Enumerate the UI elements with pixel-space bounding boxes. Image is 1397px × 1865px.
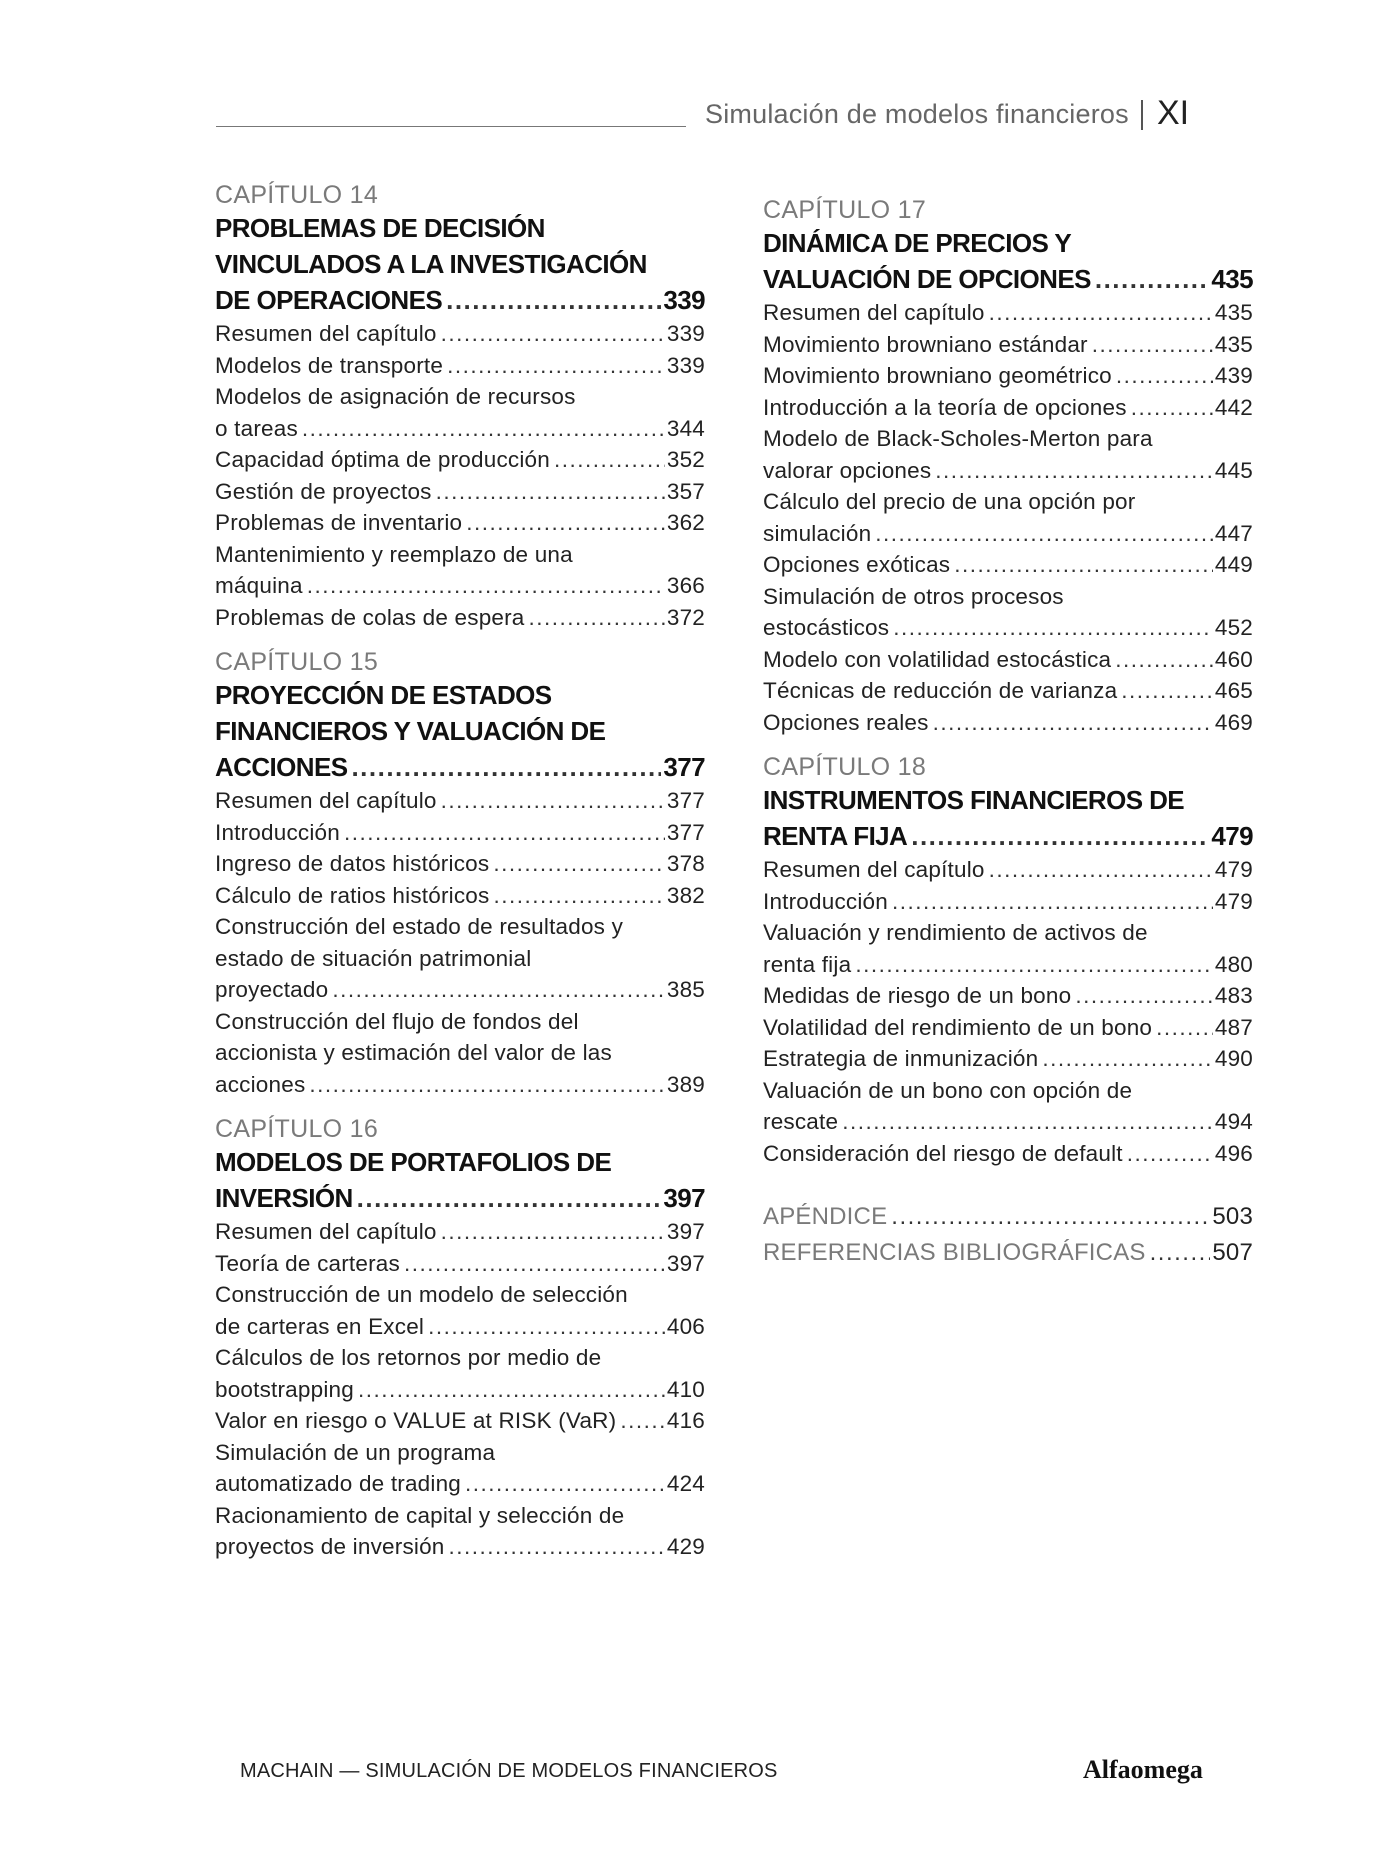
toc-entry-final-page: 339 [666, 352, 705, 378]
toc-entry-line: Construcción de un modelo de selección [215, 1282, 628, 1307]
appendix-group [763, 1199, 1253, 1271]
chapter-label: CAPÍTULO 17 [763, 196, 927, 224]
dot-leader [307, 570, 665, 602]
toc-entry-final-text: acciones [215, 1071, 306, 1097]
toc-entry [763, 707, 1253, 739]
toc-entry-final-text: renta fija [763, 951, 852, 977]
toc-entry-line: Cálculo del precio de una opción por [763, 489, 1136, 514]
toc-entry-final-text: máquina [215, 573, 303, 598]
toc-entry-final-page: 382 [666, 882, 705, 908]
dot-leader [911, 818, 1209, 854]
toc-entry-final [215, 476, 705, 508]
chapter-label: CAPÍTULO 16 [215, 1115, 379, 1143]
dot-leader [1156, 1012, 1213, 1044]
toc-entry-final [215, 1531, 705, 1563]
chapter-title-line: FINANCIEROS Y VALUACIÓN DE [215, 716, 606, 746]
dot-leader [449, 1531, 665, 1563]
toc-entry-line: Simulación de un programa [215, 1439, 496, 1465]
toc-entry-final [763, 360, 1253, 392]
dot-leader [428, 1311, 665, 1343]
toc-entry [215, 602, 705, 634]
toc-entry-final-page: 439 [1214, 363, 1253, 388]
toc-entry [215, 1006, 705, 1101]
toc-entry-final [215, 507, 705, 539]
toc-entry [215, 911, 705, 1006]
toc-entry-final-page: 397 [666, 1219, 705, 1244]
toc-entry-final [763, 612, 1253, 644]
header-separator [1141, 100, 1143, 130]
toc-entry-line: accionista y estimación del valor de las [215, 1040, 612, 1065]
chapter-block [763, 752, 1253, 1169]
toc-entry [215, 848, 705, 880]
toc-entry-final [763, 297, 1253, 329]
toc-entry-final-text: proyectos de inversión [215, 1534, 445, 1559]
toc-entry-final [763, 707, 1253, 739]
toc-entry-final-page: 385 [666, 977, 705, 1002]
dot-leader [441, 318, 665, 350]
toc-entry-line: Racionamiento de capital y selección de [215, 1502, 625, 1528]
dot-leader [302, 413, 665, 445]
dot-leader [893, 612, 1213, 644]
toc-entry [215, 318, 705, 350]
toc-right-column [763, 195, 1253, 1271]
dot-leader [466, 507, 665, 539]
toc-entry-final [763, 854, 1253, 886]
appendix-entry-text: REFERENCIAS BIBLIOGRÁFICAS [763, 1239, 1146, 1266]
toc-entry-final [215, 602, 705, 634]
toc-entry-final-page: 362 [666, 510, 705, 535]
chapter-title-entry-page: 479 [1211, 821, 1253, 851]
toc-entry-final-page: 487 [1214, 1014, 1253, 1040]
toc-entry-final-text: bootstrapping [215, 1376, 354, 1402]
toc-entry-final-page: 357 [666, 478, 705, 504]
toc-entry [763, 1075, 1253, 1138]
toc-entry [215, 785, 705, 817]
toc-entry-final-text: Cálculo de ratios históricos [215, 882, 490, 908]
toc-entry-final-text: Teoría de carteras [215, 1250, 400, 1276]
toc-entry-final-text: Medidas de riesgo de un bono [763, 983, 1072, 1008]
toc-entry-line: Cálculos de los retornos por medio de [215, 1345, 602, 1370]
toc-entry-final-text: Estrategia de inmunización [763, 1046, 1039, 1071]
toc-entry-final [215, 880, 705, 912]
chapter-title-entry-text: INVERSIÓN [215, 1183, 353, 1213]
dot-leader [309, 1069, 664, 1101]
toc-entry-final-page: 490 [1214, 1046, 1253, 1071]
footer-book-title: MACHAIN — SIMULACIÓN DE MODELOS FINANCIEROS [240, 1760, 778, 1782]
appendix-entry-page: 503 [1212, 1203, 1253, 1230]
toc-entry [763, 854, 1253, 886]
toc-entry-final-text: Problemas de inventario [215, 510, 463, 535]
dot-leader [404, 1248, 665, 1280]
toc-entry-final-text: Introducción [215, 819, 340, 845]
toc-entry-final [763, 644, 1253, 676]
dot-leader [989, 297, 1213, 329]
toc-entry-final [763, 1043, 1253, 1075]
dot-leader [529, 602, 665, 634]
toc-entry-final-text: estocásticos [763, 615, 890, 640]
toc-entry-final-text: proyectado [215, 977, 329, 1002]
dot-leader [358, 1374, 665, 1406]
toc-entry-final-text: Introducción a la teoría de opciones [763, 394, 1127, 420]
toc-entry [215, 476, 705, 508]
toc-entry-final-page: 416 [666, 1408, 705, 1433]
toc-entry-final-page: 389 [666, 1071, 705, 1097]
toc-entry-final [215, 350, 705, 382]
toc-entry-final [763, 455, 1253, 487]
toc-entry-final-page: 479 [1214, 857, 1253, 882]
chapter-block [215, 647, 705, 1100]
toc-entry-final-page: 339 [666, 321, 705, 346]
toc-entry-final [215, 1069, 705, 1101]
toc-entry [215, 1342, 705, 1405]
toc-entry-final [763, 886, 1253, 918]
dot-leader [842, 1106, 1213, 1138]
toc-entry [763, 675, 1253, 707]
toc-entry-line: Mantenimiento y reemplazo de una [215, 541, 573, 567]
dot-leader [1095, 261, 1210, 297]
toc-entry [763, 549, 1253, 581]
chapter-title-entry-text: RENTA FIJA [763, 821, 908, 851]
toc-entry [215, 1405, 705, 1437]
chapter-title-line: DINÁMICA DE PRECIOS Y [763, 228, 1072, 258]
toc-entry [763, 392, 1253, 424]
toc-entry-final-page: 465 [1214, 678, 1253, 703]
chapter-label: CAPÍTULO 14 [215, 181, 379, 209]
toc-entry-final [215, 444, 705, 476]
chapter-block [215, 1114, 705, 1563]
toc-entry-final-text: Resumen del capítulo [215, 321, 437, 346]
dot-leader [892, 886, 1213, 918]
chapter-title-entry-text: DE OPERACIONES [215, 285, 443, 315]
toc-entry-final [215, 785, 705, 817]
toc-entry-final-text: Movimiento browniano geométrico [763, 363, 1112, 388]
toc-entry [763, 1138, 1253, 1170]
toc-entry [215, 1437, 705, 1500]
toc-entry [763, 917, 1253, 980]
toc-entry-line: Valuación y rendimiento de activos de [763, 920, 1148, 945]
toc-entry-final [215, 1405, 705, 1437]
toc-entry-final [215, 974, 705, 1006]
toc-entry-final-page: 366 [666, 573, 705, 598]
toc-entry-final-text: Valor en riesgo o VALUE at RISK (VaR) [215, 1408, 617, 1433]
toc-entry-final-text: Técnicas de reducción de varianza [763, 678, 1118, 703]
chapter-title-entry-page: 377 [663, 752, 705, 782]
toc-entry [215, 1279, 705, 1342]
toc-entry [215, 817, 705, 849]
toc-entry-final-text: Opciones reales [763, 709, 929, 735]
dot-leader [1092, 329, 1213, 361]
chapter-title-entry [215, 749, 705, 785]
dot-leader [446, 282, 661, 318]
toc-entry-final [763, 549, 1253, 581]
header-rule [216, 126, 686, 127]
toc-entry-final-page: 397 [666, 1250, 705, 1276]
toc-entry [763, 581, 1253, 644]
dot-leader [620, 1405, 665, 1437]
toc-entry-final [763, 1106, 1253, 1138]
toc-entry-final [763, 329, 1253, 361]
toc-entry-final-page: 352 [666, 447, 705, 472]
toc-entry-final-text: de carteras en Excel [215, 1313, 425, 1339]
toc-entry-final [215, 1468, 705, 1500]
toc-entry-final [215, 1374, 705, 1406]
dot-leader [441, 785, 665, 817]
toc-entry [763, 329, 1253, 361]
toc-entry-final-text: Resumen del capítulo [215, 788, 437, 813]
toc-entry-final-text: Opciones exóticas [763, 552, 951, 577]
toc-entry-final-page: 452 [1214, 615, 1253, 640]
dot-leader [447, 350, 665, 382]
toc-entry-final-text: automatizado de trading [215, 1471, 462, 1496]
toc-entry [763, 1043, 1253, 1075]
chapter-title-line: PROYECCIÓN DE ESTADOS [215, 680, 552, 710]
toc-entry [763, 644, 1253, 676]
toc-entry-final-text: Resumen del capítulo [763, 300, 985, 325]
chapter-title-line: MODELOS DE PORTAFOLIOS DE [215, 1147, 612, 1177]
toc-entry-final-text: o tareas [215, 415, 298, 441]
running-header-title: Simulación de modelos financieros [705, 99, 1129, 129]
dot-leader [493, 880, 664, 912]
dot-leader [954, 549, 1213, 581]
toc-entry [763, 1012, 1253, 1044]
toc-entry [763, 886, 1253, 918]
toc-entry-final-page: 445 [1214, 457, 1253, 483]
dot-leader [436, 476, 665, 508]
toc-entry-final [763, 1012, 1253, 1044]
toc-entry-final-text: valorar opciones [763, 457, 932, 483]
toc-entry-final-page: 469 [1214, 709, 1253, 735]
chapter-title-entry-text: ACCIONES [215, 752, 348, 782]
toc-entry-final-text: Resumen del capítulo [215, 1219, 437, 1244]
toc-entry-line: estado de situación patrimonial [215, 945, 532, 971]
toc-entry-final-page: 460 [1214, 646, 1253, 672]
toc-entry-final-text: simulación [763, 520, 872, 546]
appendix-entry [763, 1199, 1253, 1235]
dot-leader [891, 1199, 1210, 1235]
toc-entry-final [215, 848, 705, 880]
chapter-title-line: VINCULADOS A LA INVESTIGACIÓN [215, 249, 647, 279]
chapter-title-entry-page: 397 [663, 1183, 705, 1213]
chapter-label: CAPÍTULO 18 [763, 753, 927, 781]
toc-entry-final-text: Capacidad óptima de producción [215, 447, 550, 472]
toc-entry-line: Valuación de un bono con opción de [763, 1077, 1133, 1103]
dot-leader [1115, 644, 1213, 676]
toc-entry-final-text: Volatilidad del rendimiento de un bono [763, 1014, 1153, 1040]
toc-entry-final-page: 377 [666, 788, 705, 813]
dot-leader [344, 817, 665, 849]
dot-leader [1042, 1043, 1213, 1075]
dot-leader [1131, 392, 1213, 424]
chapter-title-entry [763, 261, 1253, 297]
dot-leader [351, 749, 661, 785]
toc-entry-final-text: Resumen del capítulo [763, 857, 985, 882]
toc-entry-final-page: 429 [666, 1534, 705, 1559]
toc-entry [215, 539, 705, 602]
toc-entry-final-text: Problemas de colas de espera [215, 604, 525, 630]
toc-entry-final-page: 435 [1214, 331, 1253, 357]
toc-entry-final-text: Modelos de transporte [215, 352, 444, 378]
appendix-entry-text: APÉNDICE [763, 1203, 888, 1230]
toc-entry-final [215, 570, 705, 602]
chapter-title-line: PROBLEMAS DE DECISIÓN [215, 213, 545, 243]
chapter-title-entry [215, 1180, 705, 1216]
toc-entry-final-page: 449 [1214, 552, 1253, 577]
page-number: XI [1157, 94, 1190, 132]
toc-left-column [215, 180, 705, 1577]
toc-entry [763, 360, 1253, 392]
dot-leader [1150, 1235, 1211, 1271]
toc-entry-final-page: 480 [1214, 951, 1253, 977]
dot-leader [1116, 360, 1213, 392]
dot-leader [989, 854, 1213, 886]
toc-entry-line: Modelo de Black-Scholes-Merton para [763, 426, 1153, 451]
chapter-title-line: INSTRUMENTOS FINANCIEROS DE [763, 785, 1185, 815]
toc-entry [215, 350, 705, 382]
dot-leader [933, 707, 1213, 739]
toc-entry [763, 486, 1253, 549]
toc-entry-final-text: rescate [763, 1109, 839, 1134]
toc-entry-final-text: Introducción [763, 888, 888, 914]
toc-entry-final [215, 318, 705, 350]
toc-entry [215, 507, 705, 539]
chapter-block [763, 195, 1253, 738]
toc-entry-line: Construcción del estado de resultados y [215, 914, 624, 939]
toc-entry-final-page: 494 [1214, 1109, 1253, 1134]
toc-entry [215, 381, 705, 444]
toc-entry-final-page: 442 [1214, 394, 1253, 420]
toc-entry-line: Modelos de asignación de recursos [215, 384, 576, 409]
toc-entry-final [215, 1311, 705, 1343]
dot-leader [1127, 1138, 1213, 1170]
dot-leader [332, 974, 665, 1006]
publisher-logo: Alfaomega [1083, 1755, 1203, 1784]
chapter-label: CAPÍTULO 15 [215, 648, 379, 676]
toc-entry-final-text: Ingreso de datos históricos [215, 851, 490, 876]
toc-entry-final-page: 483 [1214, 983, 1253, 1008]
toc-entry-final-page: 372 [666, 604, 705, 630]
toc-entry-final [763, 949, 1253, 981]
toc-entry-final [763, 675, 1253, 707]
toc-entry-final-page: 377 [666, 819, 705, 845]
toc-entry-final-text: Modelo con volatilidad estocástica [763, 646, 1112, 672]
toc-entry-final-page: 447 [1214, 520, 1253, 546]
chapter-block [215, 180, 705, 633]
toc-entry-final-page: 406 [666, 1313, 705, 1339]
toc-entry-final-page: 344 [666, 415, 705, 441]
toc-entry-line: Construcción del flujo de fondos del [215, 1008, 579, 1034]
chapter-title-entry-text: VALUACIÓN DE OPCIONES [763, 264, 1091, 294]
toc-entry-final [215, 1248, 705, 1280]
dot-leader [875, 518, 1213, 550]
chapter-title-entry-page: 339 [663, 285, 705, 315]
dot-leader [441, 1216, 665, 1248]
toc-entry-final-page: 378 [666, 851, 705, 876]
toc-entry-final [215, 1216, 705, 1248]
dot-leader [493, 848, 665, 880]
toc-right-chapters [763, 195, 1253, 1169]
toc-entry-final [215, 817, 705, 849]
dot-leader [1121, 675, 1213, 707]
toc-entry-final [763, 392, 1253, 424]
appendix-entry [763, 1235, 1253, 1271]
toc-entry-final-page: 410 [666, 1376, 705, 1402]
toc-entry [215, 1248, 705, 1280]
toc-entry-final [215, 413, 705, 445]
toc-entry-final-page: 479 [1214, 888, 1253, 914]
toc-entry [215, 1500, 705, 1563]
toc-entry-final [763, 518, 1253, 550]
dot-leader [855, 949, 1213, 981]
toc-entry-final-text: Gestión de proyectos [215, 478, 432, 504]
appendix-entry-page: 507 [1212, 1239, 1253, 1266]
chapter-title-entry [215, 282, 705, 318]
toc-entry [763, 980, 1253, 1012]
dot-leader [357, 1180, 662, 1216]
toc-entry-final-text: Movimiento browniano estándar [763, 331, 1088, 357]
toc-entry [215, 444, 705, 476]
toc-entry-final-text: Consideración del riesgo de default [763, 1140, 1123, 1166]
chapter-title-entry [763, 818, 1253, 854]
toc-entry-final-page: 435 [1214, 300, 1253, 325]
chapter-title-entry-page: 435 [1211, 264, 1253, 294]
toc-entry [215, 1216, 705, 1248]
toc-entry [215, 880, 705, 912]
toc-entry-final-page: 424 [666, 1471, 705, 1496]
toc-entry-final [763, 980, 1253, 1012]
toc-entry-line: Simulación de otros procesos [763, 583, 1064, 609]
toc-entry [763, 423, 1253, 486]
dot-leader [935, 455, 1213, 487]
toc-entry-final [763, 1138, 1253, 1170]
dot-leader [465, 1468, 665, 1500]
dot-leader [1075, 980, 1213, 1012]
toc-entry-final-page: 496 [1214, 1140, 1253, 1166]
toc-entry [763, 297, 1253, 329]
dot-leader [554, 444, 665, 476]
